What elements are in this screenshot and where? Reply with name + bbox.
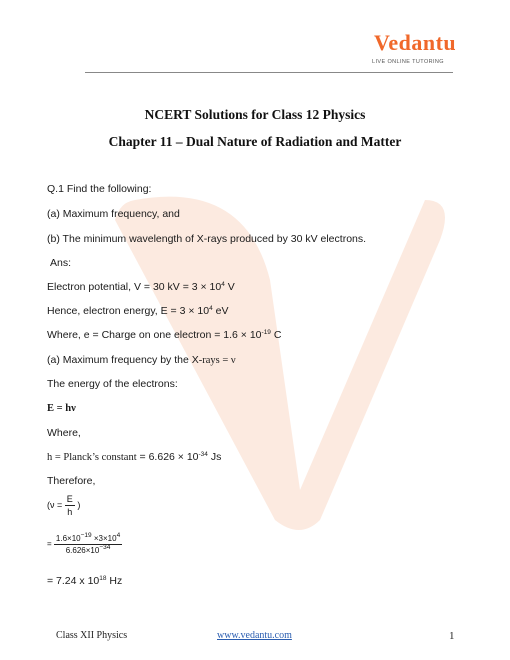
chapter-title: Chapter 11 – Dual Nature of Radiation and Matter [108, 134, 402, 149]
logo-tagline: LIVE ONLINE TUTORING [372, 59, 444, 65]
header-divider [85, 72, 453, 73]
logo-wordmark: Vedantu [374, 30, 457, 55]
footer-website-link[interactable]: www.vedantu.com [217, 630, 292, 641]
page-title: NCERT Solutions for Class 12 Physics [144, 107, 366, 122]
electron-potential: Electron potential, V = 30 kV = $3 \times 10^4$ V [47, 281, 235, 293]
question-part-b: (b) The minimum wavelength of X-rays produced by 30 kV electrons. [47, 233, 367, 245]
max-frequency-line: (a) Maximum frequency by the X-rays = ν [47, 354, 236, 366]
electron-charge: Where, e = Charge on one electron = $1.6 \times 10^{-19}$ C [47, 329, 282, 341]
vedantu-logo [366, 30, 476, 76]
energy-of-electrons: The energy of the electrons: [47, 378, 178, 390]
therefore-label: Therefore, [47, 475, 96, 487]
electron-energy: Hence, electron energy, $E = 3 \times 10^4$ eV [47, 305, 229, 317]
answer-label: Ans: [50, 257, 72, 269]
frequency-calculation: = $\frac{1.6\times 10^{-19} \times 3\times 10^4}{6.626\times 10^{-34}}$ [47, 532, 121, 555]
where-label: Where, [47, 427, 81, 439]
frequency-result: = 7.24 x $10^{18}$ Hz [47, 575, 123, 587]
frequency-formula: (ν = $\frac{E}{h}$ ) [47, 494, 81, 517]
energy-equation: E = hν [47, 403, 76, 414]
page-number: 1 [449, 630, 455, 642]
question-heading: Q.1 Find the following: [47, 183, 152, 195]
question-part-a: (a) Maximum frequency, and [47, 208, 180, 220]
footer-class: Class XII Physics [56, 630, 128, 641]
planck-constant: h = Planck’s constant = $6.626 \times 10^{-34}$ Js [47, 451, 222, 463]
